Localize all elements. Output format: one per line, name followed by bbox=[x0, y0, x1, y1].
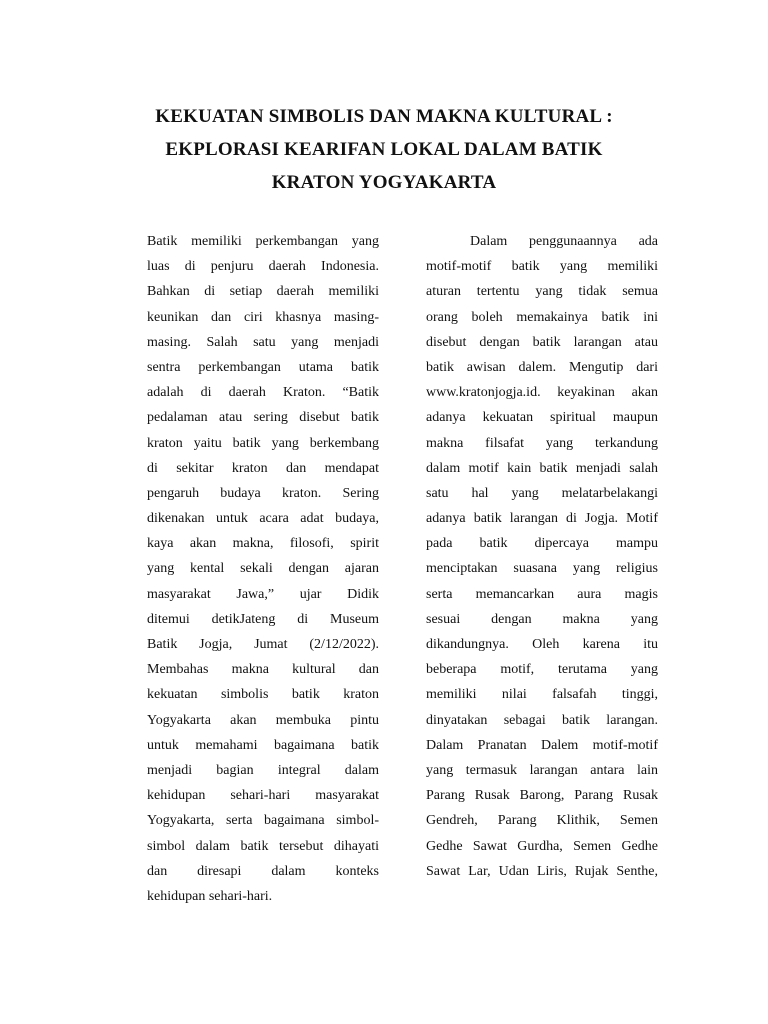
text-line: kehidupan sehari-hari. bbox=[147, 888, 273, 904]
text-line: sentra perkembangan utama batik bbox=[147, 359, 379, 375]
title-line: KEKUATAN SIMBOLIS DAN MAKNA KULTURAL : bbox=[155, 106, 613, 127]
text-line: Gendreh, Parang Klithik, Semen bbox=[426, 813, 658, 829]
text-line: pada batik dipercaya mampu bbox=[426, 536, 658, 552]
text-line: menjadi bagian integral dalam bbox=[147, 762, 379, 778]
left-column bbox=[147, 229, 379, 909]
text-line: adanya kekuatan spiritual maupun bbox=[426, 410, 658, 426]
text-line: yang kental sekali dengan ajaran bbox=[147, 561, 379, 577]
text-line: untuk memahami bagaimana batik bbox=[147, 737, 379, 753]
text-line: dan diresapi dalam konteks bbox=[147, 863, 379, 879]
text-line: dinyatakan sebagai batik larangan. bbox=[426, 712, 658, 728]
title-line: KRATON YOGYAKARTA bbox=[271, 172, 497, 193]
text-line: simbol dalam batik tersebut dihayati bbox=[147, 838, 379, 854]
text-line: serta memancarkan aura magis bbox=[426, 586, 658, 602]
text-line: www.kratonjogja.id. keyakinan akan bbox=[426, 385, 658, 401]
text-line: Dalam Pranatan Dalem motif-motif bbox=[426, 737, 658, 753]
text-line: kehidupan sehari-hari masyarakat bbox=[147, 788, 379, 804]
text-line: satu hal yang melatarbelakangi bbox=[426, 485, 658, 501]
title-line: EKPLORASI KEARIFAN LOKAL DALAM BATIK bbox=[165, 139, 603, 160]
text-line: keunikan dan ciri khasnya masing- bbox=[147, 309, 379, 325]
text-line: Batik memiliki perkembangan yang bbox=[147, 234, 379, 249]
text-line: Bahkan di setiap daerah memiliki bbox=[147, 284, 379, 300]
text-line: kekuatan simbolis batik kraton bbox=[147, 687, 379, 703]
text-line: Batik Jogja, Jumat (2/12/2022). bbox=[147, 637, 379, 652]
text-line: Yogyakarta akan membuka pintu bbox=[147, 712, 379, 728]
text-line: makna filsafat yang terkandung bbox=[426, 435, 658, 451]
text-line: di sekitar kraton dan mendapat bbox=[147, 460, 379, 476]
text-line: orang boleh memakainya batik ini bbox=[426, 309, 658, 325]
text-line: pengaruh budaya kraton. Sering bbox=[147, 485, 379, 501]
text-line: Membahas makna kultural dan bbox=[147, 662, 379, 678]
text-line: Sawat Lar, Udan Liris, Rujak Senthe, bbox=[426, 863, 658, 879]
text-line: adalah di daerah Kraton. “Batik bbox=[147, 385, 379, 401]
text-line: masyarakat Jawa,” ujar Didik bbox=[147, 586, 379, 602]
text-line: batik awisan dalem. Mengutip dari bbox=[426, 359, 658, 375]
text-line: luas di penjuru daerah Indonesia. bbox=[147, 259, 379, 275]
right-column bbox=[426, 229, 658, 884]
text-line: disebut dengan batik larangan atau bbox=[426, 334, 658, 350]
text-line: sesuai dengan makna yang bbox=[426, 611, 658, 627]
text-line: masing. Salah satu yang menjadi bbox=[147, 334, 379, 350]
text-line: adanya batik larangan di Jogja. Motif bbox=[426, 511, 658, 527]
text-line: kaya akan makna, filosofi, spirit bbox=[147, 536, 379, 552]
text-line: kraton yaitu batik yang berkembang bbox=[147, 435, 379, 451]
text-line: beberapa motif, terutama yang bbox=[426, 662, 658, 678]
text-line: dalam motif kain batik menjadi salah bbox=[426, 460, 658, 476]
text-line: Dalam penggunaannya ada bbox=[470, 234, 658, 249]
text-line: Parang Rusak Barong, Parang Rusak bbox=[426, 788, 658, 804]
text-line: aturan tertentu yang tidak semua bbox=[426, 284, 658, 300]
text-line: motif-motif batik yang memiliki bbox=[426, 259, 658, 275]
text-line: dikenakan untuk acara adat budaya, bbox=[147, 511, 379, 527]
text-line: menciptakan suasana yang religius bbox=[426, 561, 658, 577]
text-line: ditemui detikJateng di Museum bbox=[147, 611, 379, 627]
text-line: dikandungnya. Oleh karena itu bbox=[426, 637, 658, 652]
document-title bbox=[100, 100, 668, 199]
text-line: Yogyakarta, serta bagaimana simbol- bbox=[147, 813, 379, 829]
text-line: yang termasuk larangan antara lain bbox=[426, 762, 658, 778]
text-line: memiliki nilai falsafah tinggi, bbox=[426, 687, 658, 703]
text-line: Gedhe Sawat Gurdha, Semen Gedhe bbox=[426, 838, 658, 854]
text-line: pedalaman atau sering disebut batik bbox=[147, 410, 379, 426]
